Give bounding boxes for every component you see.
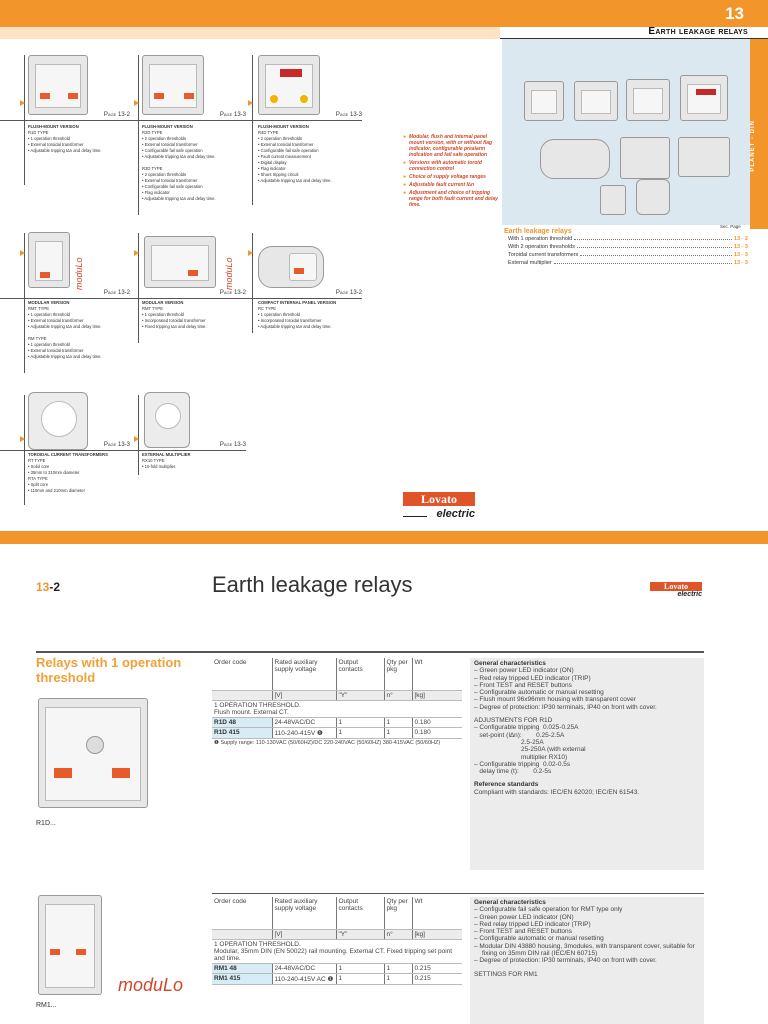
toc-row[interactable]: With 1 operation threshold 13 - 2 bbox=[508, 236, 748, 242]
image-caption: R1D... bbox=[36, 820, 56, 827]
page-divider-band bbox=[0, 531, 768, 544]
toc-title: Earth leakage relays bbox=[504, 228, 572, 235]
product-image-rmt bbox=[28, 232, 70, 288]
toc-row[interactable]: Toroidal current transformers 13 - 3 bbox=[508, 252, 748, 258]
product-description: FLUSH-MOUNT VERSION R2D TYPE • 2 operation thresholds • External toroidal transformer • Configurable fail safe operation • Adjustable tripping I∆n and delay time. R3D TYPE • 2 operation thresholds • External toroidal transformer • Configurable fail safe operation • Flag indicator • Adjustable tripping I∆n and delay time. bbox=[142, 124, 216, 201]
feature-item: ● Modular, flush and internal panel mount version, with or without flag indicator, configurable prealarm indication and fail safe operation bbox=[403, 134, 503, 158]
toc-row[interactable]: External multiplier 13 - 3 bbox=[508, 260, 748, 266]
toc-column-heads: Sec. Page bbox=[720, 224, 741, 229]
page-title: Earth leakage relays bbox=[212, 572, 413, 597]
product-page-ref: Page 13-2 bbox=[60, 112, 130, 118]
table-row: R1D 415 110-240-415V ❶ 1 1 0.180 bbox=[212, 727, 462, 738]
product-page-ref: Page 13-2 bbox=[292, 290, 362, 296]
product-image-r1d bbox=[28, 55, 88, 115]
product-page-ref: Page 13-3 bbox=[292, 112, 362, 118]
pointer-arrow-icon bbox=[20, 250, 25, 256]
header-pale-band bbox=[0, 27, 500, 39]
image-caption: RM1... bbox=[36, 1002, 57, 1009]
feature-list bbox=[403, 134, 503, 210]
feature-item: ● Adjustment and choice of tripping range for both fault current and delay time. bbox=[403, 190, 503, 208]
pointer-arrow-icon bbox=[134, 250, 139, 256]
side-tab-label: PLANET - DIN bbox=[750, 120, 756, 172]
page-number: 13-2 bbox=[36, 580, 61, 594]
feature-item: ● Versions with automatic toroid connection control bbox=[403, 160, 503, 172]
table-row: RM1 415 110-240-415V AC ❶ 1 1 0.215 bbox=[212, 973, 462, 984]
feature-item: ● Adjustable fault current I∆n bbox=[403, 182, 503, 188]
product-page-ref: Page 13-3 bbox=[176, 112, 246, 118]
modulo-logo: moduLo bbox=[74, 257, 84, 290]
chapter-title: Earth leakage relays bbox=[648, 26, 748, 37]
chapter-number: 13 bbox=[725, 4, 744, 23]
product-description: COMPACT INTERNAL PANEL VERSION RC TYPE • 1 operation threshold • Incorporated toroidal transformer • Adjustable tripping I∆n and delay time. bbox=[258, 300, 337, 329]
modulo-logo: moduLo bbox=[118, 975, 184, 995]
product-guide-line bbox=[138, 55, 139, 215]
chapter-header-bar bbox=[0, 0, 768, 27]
modulo-logo: moduLo bbox=[224, 257, 234, 290]
product-family-photo bbox=[502, 39, 750, 225]
product-image-r1d-large bbox=[38, 698, 148, 808]
product-image-multiplier bbox=[144, 392, 190, 448]
pointer-arrow-icon bbox=[248, 250, 253, 256]
product-description: FLUSH-MOUNT VERSION R4D TYPE • 2 operation thresholds • External toroidal transformer • Configurable fail safe operation • Fault current measurement • Digital display • Flag indicator • Shunt tripping circuit • Adjustable tripping I∆n and delay time. bbox=[258, 124, 332, 183]
product-page-ref: Page 13-2 bbox=[60, 290, 130, 296]
section-rule bbox=[212, 893, 704, 894]
order-table-rm1: Order code Rated auxiliary supply voltage Output contacts Qty per pkg Wt [V] "Y" n° [kg] 1 OPERATION THRESHOLD. Modular, 35mm DIN (EN 50022) rail mounting. External CT. Fixed tripping set point and time. RM1 48 24-48VAC/DC 1 1 0.215 RM1 415 110-240-415V AC ❶ 1 1 0.215 bbox=[212, 897, 462, 985]
product-image-r2d bbox=[142, 55, 204, 115]
product-description: MODULAR VERSION RMT TYPE • 1 operation threshold • External toroidal transformer • Adjustable tripping I∆n and delay time. RM TYPE • 1 operation threshold • External toroidal transformer • Adjustable tripping I∆n and delay time. bbox=[28, 300, 102, 359]
feature-item: ● Choice of supply voltage ranges bbox=[403, 174, 503, 180]
lovato-logo-small: Lovato electric bbox=[650, 582, 702, 600]
product-guide-line bbox=[252, 233, 253, 333]
pointer-arrow-icon bbox=[20, 100, 25, 106]
section-title: Relays with 1 operation threshold bbox=[36, 655, 182, 685]
product-page-ref: Page 13-2 bbox=[176, 290, 246, 296]
table-row: RM1 48 24-48VAC/DC 1 1 0.215 bbox=[212, 963, 462, 973]
product-guide-line bbox=[252, 55, 253, 205]
product-description: FLUSH-MOUNT VERSION R1D TYPE • 1 operation threshold • External toroidal transformer • Adjustable tripping I∆n and delay time. bbox=[28, 124, 102, 153]
product-page-ref: Page 13-3 bbox=[176, 442, 246, 448]
pointer-arrow-icon bbox=[134, 436, 139, 442]
product-page-ref: Page 13-3 bbox=[60, 442, 130, 448]
section-rule bbox=[36, 651, 704, 653]
pointer-arrow-icon bbox=[134, 100, 139, 106]
product-image-rm1 bbox=[38, 895, 102, 995]
product-image-rmt-incorporated bbox=[144, 236, 216, 288]
order-table-r1d: Order code Rated auxiliary supply voltage Output contacts Qty per pkg Wt [V] "Y" n° [kg] 1 OPERATION THRESHOLD. Flush mount. External CT. R1D 48 24-48VAC/DC 1 1 0.180 R1D 415 110-240-415V ❶ 1 1 0.180 ❶ Supply range: 110-130VAC (50/60HZ)/DC 220-240VAC (50/60HZ) 380-415VAC (50/60HZ) bbox=[212, 658, 462, 747]
toc-row[interactable]: With 2 operation thresholds 13 - 3 bbox=[508, 244, 748, 250]
product-description: EXTERNAL MULTIPLIER RX10 TYPE • 10-fold multiplier. bbox=[142, 452, 191, 469]
lovato-logo: Lovato electric bbox=[403, 492, 475, 522]
product-image-r4d bbox=[258, 55, 320, 115]
product-guide-line bbox=[138, 395, 139, 475]
pointer-arrow-icon bbox=[20, 436, 25, 442]
product-image-rc bbox=[258, 246, 324, 288]
general-characteristics-rm1: General characteristics – Configurable fail safe operation for RMT type only – Green power LED indicator (ON) – Red relay tripped LED indicator (TRIP) – Front TEST and RESET buttons – Configurable automatic or manual resetting – Modular DIN 43880 housing, 3modules, with transparent cover, suitable for fixing on 35mm DIN rail (IEC/EN 60715) – Degree of protection: IP30 terminals, IP40 on front with cover. SETTINGS FOR RM1 bbox=[470, 897, 704, 1024]
product-description: TOROIDAL CURRENT TRANSFORMERS RT TYPE • Solid core • 35mm to 210mm diameter RTA TYPE • Split core • 110mm and 210mm diameter bbox=[28, 452, 108, 493]
pointer-arrow-icon bbox=[248, 100, 253, 106]
product-description: MODULAR VERSION RMT TYPE • 1 operation threshold • Incorporated toroidal transformer • Fixed tripping I∆n and delay time. bbox=[142, 300, 207, 329]
general-characteristics-r1d: General characteristics – Green power LED indicator (ON) – Red relay tripped LED indicator (TRIP) – Front TEST and RESET buttons – Configurable automatic or manual resetting – Flush mount 96x96mm housing with transparent cover – Degree of protection: IP30 terminals, IP40 on front with cover. ADJUSTMENTS FOR R1D – Configurable tripping 0.025-0.25A set-point (I∆n): 0.25-2.5A 2.5-25A 25-250A (with external multiplier RX10) – Configurable tripping 0.02-0.5s delay time (t): 0.2-5s Reference standards Compliant with standards: IEC/EN 62020; IEC/EN 61543. bbox=[470, 658, 704, 870]
table-row: R1D 48 24-48VAC/DC 1 1 0.180 bbox=[212, 717, 462, 727]
